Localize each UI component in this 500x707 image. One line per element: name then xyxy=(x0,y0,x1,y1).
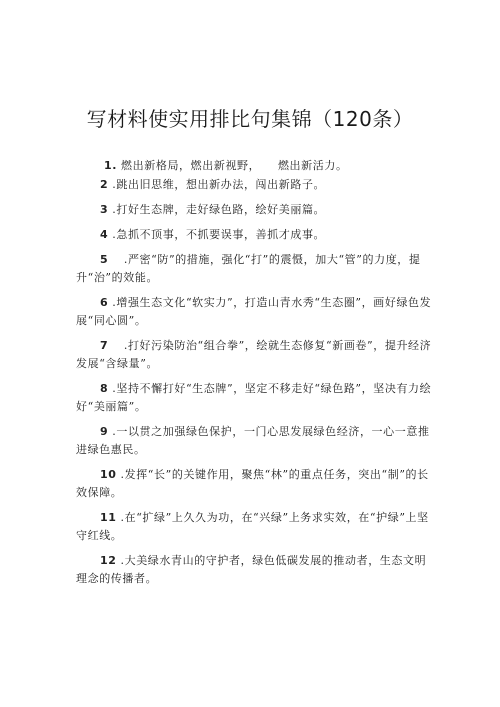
item-text: .跳出旧思维，想出新办法，闯出新路子。 xyxy=(112,178,326,191)
item-number: 7 xyxy=(100,339,109,352)
list-item xyxy=(76,201,436,219)
item-text: .在“扩绿”上久久为功，在“兴绿”上务求实效，在“护绿”上坚守红线。 xyxy=(76,511,429,542)
list-item xyxy=(76,337,436,373)
list-item xyxy=(76,176,436,194)
item-number: 2 xyxy=(100,178,109,191)
item-number: 10 xyxy=(100,468,117,481)
list-item xyxy=(76,509,436,545)
list-item xyxy=(76,466,436,502)
item-number: 5 xyxy=(100,253,109,266)
item-text: .一以贯之加强绿色保护，一门心思发展绿色经济，一心一意推进绿色惠民。 xyxy=(76,425,430,456)
list-item xyxy=(76,157,436,175)
item-text: .发挥“长”的关键作用，聚焦“林”的重点任务，突出“制”的长效保障。 xyxy=(76,468,429,499)
item-number: 4 xyxy=(100,228,109,241)
item-text: .严密“防”的措施，强化“打”的震慑，加大“管”的力度，提升“治”的效能。 xyxy=(76,253,421,284)
item-number: 12 xyxy=(100,554,117,567)
item-number: 8 xyxy=(100,382,109,395)
list-item xyxy=(76,552,436,588)
list-item xyxy=(76,380,436,416)
list-item xyxy=(76,294,436,330)
item-text: 燃出新格局，燃出新视野， 燃出新活力。 xyxy=(121,159,348,172)
document-title: 写材料使实用排比句集锦（120条） xyxy=(86,107,414,131)
list-item xyxy=(76,251,436,287)
item-list xyxy=(76,157,436,595)
item-number: 3 xyxy=(100,203,109,216)
item-number: 1. xyxy=(104,159,118,172)
list-item xyxy=(76,226,436,244)
item-text: .坚持不懈打好“生态牌”，坚定不移走好“绿色路”，坚决有力绘好“美丽篇”。 xyxy=(76,382,432,413)
item-text: .大美绿水青山的守护者，绿色低碳发展的推动者，生态文明理念的传播者。 xyxy=(76,554,427,585)
item-number: 9 xyxy=(100,425,109,438)
item-text: .急抓不顶事，不抓要误事，善抓才成事。 xyxy=(112,228,326,241)
item-text: .增强生态文化“软实力”，打造山青水秀“生态圈”，画好绿色发展“同心圆”。 xyxy=(76,296,432,327)
item-number: 11 xyxy=(100,511,117,524)
item-text: .打好生态牌，走好绿色路，绘好美丽篇。 xyxy=(112,203,326,216)
list-item xyxy=(76,423,436,459)
item-number: 6 xyxy=(100,296,109,309)
item-text: .打好污染防治“组合拳”，绘就生态修复“新画卷”，提升经济发展“含绿量”。 xyxy=(76,339,432,370)
